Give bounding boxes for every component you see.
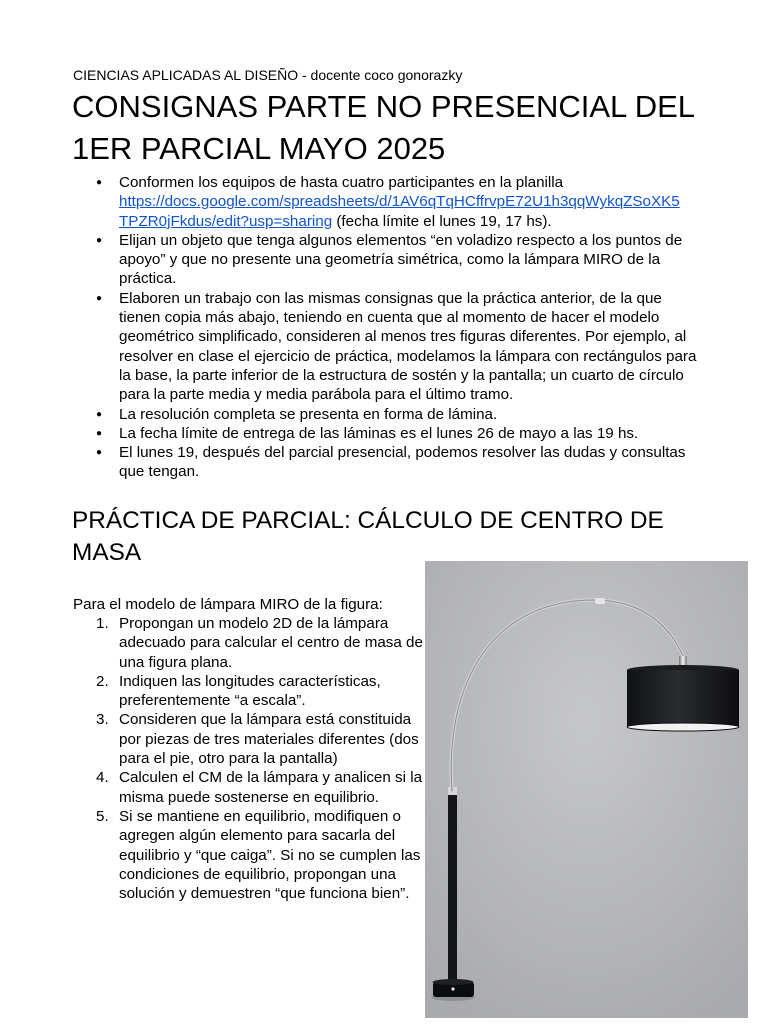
instructions-list [73, 173, 703, 482]
step-text: Si se mantiene en equilibrio, modifiquen o agregen algún elemento para sacarla del equilibrio y “que caiga”. Si no se cumplen las condiciones de equilibrio, propongan una solución y demuestren “que funciona bien”. [119, 807, 421, 903]
spreadsheet-link-part-2: TPZR0jFkdus/edit?usp=sharing [119, 212, 333, 230]
list-item [73, 768, 423, 807]
list-item: ● El lunes 19, después del parcial presencial, podemos resolver las dudas y consultas que tengan. [73, 443, 703, 482]
exercise-steps [73, 614, 423, 903]
lamp-shade [627, 670, 739, 727]
page-title: CONSIGNAS PARTE NO PRESENCIAL DEL 1ER PARCIAL MAYO 2025 [72, 89, 694, 166]
step-text: Propongan un modelo 2D de la lámpara adecuado para calcular el centro de masa de una figura plana. [119, 615, 423, 671]
arc-lamp-photo [425, 561, 748, 1018]
step-number: 3. [96, 711, 109, 729]
list-item: ● La fecha límite de entrega de las láminas es el lunes 26 de mayo a las 19 hs. [73, 424, 703, 443]
step-text: Indiquen las longitudes características, preferentemente “a escala”. [119, 672, 381, 710]
list-item: ● Elijan un objeto que tenga algunos elementos “en voladizo respecto a los puntos de apoyo” y que no presente una geometría simétrica, como la lámpara MIRO de la práctica. [73, 231, 703, 289]
section-title: PRÁCTICA DE PARCIAL: CÁLCULO DE CENTRO DE MASA [72, 507, 664, 566]
list-item [73, 173, 703, 231]
step-text: Consideren que la lámpara está constituida por piezas de tres materiales diferentes (dos para el pie, otro para la pantalla) [119, 711, 419, 768]
step-text: Calculen el CM de la lámpara y analicen si la misma puede sostenerse en equilibrio. [119, 769, 423, 806]
list-item [73, 614, 423, 672]
bullet-text: (fecha límite el lunes 19, 17 hs). [332, 212, 552, 230]
step-number: 4. [96, 769, 109, 787]
course-header: CIENCIAS APLICADAS AL DISEÑO - docente coco gonorazky [73, 67, 463, 83]
spreadsheet-link-part-1: https://docs.google.com/spreadsheets/d/1AV6qTqHCffrvpE72U1h3qqWykqZSoXK5 [119, 193, 680, 211]
step-number: 1. [96, 615, 109, 632]
bullet-text: Conformen los equipos de hasta cuatro participantes en la planilla [119, 174, 564, 191]
photo-background [425, 561, 748, 1018]
lamp-lower-pole [448, 791, 457, 987]
list-item [73, 710, 423, 768]
list-item [73, 672, 423, 711]
exercise-intro: Para el modelo de lámpara MIRO de la figura: [73, 596, 383, 613]
lamp-arc-clamp [595, 598, 605, 604]
list-item: ● La resolución completa se presenta en forma de lámina. [73, 405, 703, 424]
list-item [73, 807, 423, 903]
lamp-switch [451, 987, 454, 990]
step-number: 5. [96, 807, 109, 825]
step-number: 2. [96, 672, 109, 690]
list-item: ● Elaboren un trabajo con las mismas consignas que la práctica anterior, de la que tienen copia más abajo, teniendo en cuenta que al momento de hacer el modelo geométrico simplificado, consideren al menos tres figuras diferentes. Por ejemplo, al resolver en clase el ejercicio de práctica, modelamos la lámpara con rectángulos para la base, la parte inferior de la estructura de sostén y la pantalla; un cuarto de círculo para la parte media y media parábola para el último tramo. [73, 289, 703, 405]
